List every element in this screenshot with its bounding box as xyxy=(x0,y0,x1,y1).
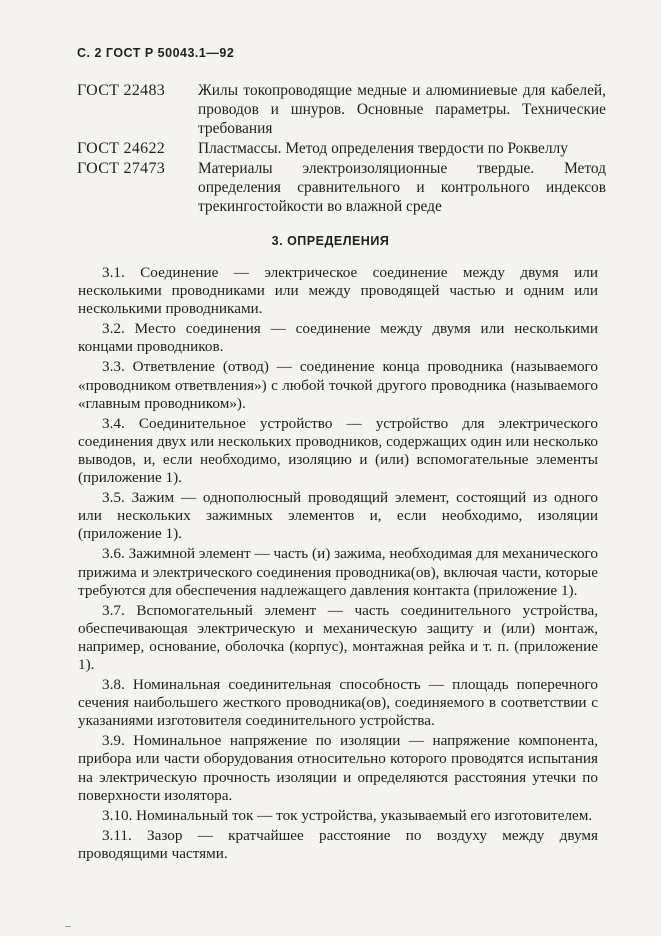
reference-code: ГОСТ 24622 xyxy=(77,140,166,157)
definition-paragraph: 3.10. Номинальный ток — ток устройства, указываемый его изготовителем. xyxy=(102,806,593,824)
reference-item xyxy=(77,159,607,216)
reference-code: ГОСТ 22483 xyxy=(77,82,166,99)
definition-paragraph: 3.7. Вспомогательный элемент — часть соединительного устройства, обеспечивающая электрическую и механическую защиту и (или) монтаж, например, основание, оболочка (корпус), монтажная рейка и т. п. (приложение 1). xyxy=(78,601,598,673)
definition-paragraph: 3.5. Зажим — однополюсный проводящий элемент, состоящий из одного или нескольких зажимных элементов и, если необходимо, изоляции (приложение 1). xyxy=(78,489,598,543)
section-title: 3. ОПРЕДЕЛЕНИЯ xyxy=(271,234,390,248)
reference-code: ГОСТ 27473 xyxy=(77,160,166,177)
reference-title: Материалы электроизоляционные твердые. Метод определения сравнительного и контрольного индексов трекингостойкости во влажной среде xyxy=(198,160,606,215)
definition-paragraph: 3.1. Соединение — электрическое соединение между двумя или несколькими проводниками или между проводящей частью и одним или несколькими проводниками. xyxy=(78,264,598,318)
definition-paragraph: 3.6. Зажимной элемент — часть (и) зажима, необходимая для механического прижима и электрического соединения проводника(ов), включая части, которые требуются для обеспечения надлежащего давления контакта (приложение 1). xyxy=(78,545,598,599)
scan-mark xyxy=(65,926,71,927)
definition-paragraph: 3.8. Номинальная соединительная способность — площадь поперечного сечения наибольшего жесткого проводника(ов), соединяемого в соответствии с указаниями изготовителя соединительного устройства. xyxy=(78,676,598,730)
reference-item xyxy=(77,81,607,138)
definition-paragraph: 3.3. Ответвление (отвод) — соединение конца проводника (называемого «проводником ответвления») с любой точкой другого проводника (называемого «главным проводником»). xyxy=(78,358,598,412)
definition-paragraph: 3.2. Место соединения — соединение между двумя или несколькими концами проводников. xyxy=(78,320,598,356)
reference-title: Жилы токопроводящие медные и алюминиевые для кабелей, проводов и шнуров. Основные параметры. Технические требования xyxy=(198,82,606,137)
definitions-list xyxy=(78,264,598,865)
reference-item xyxy=(77,139,607,158)
reference-title: Пластмассы. Метод определения твердости по Роквеллу xyxy=(198,140,568,157)
definition-paragraph: 3.4. Соединительное устройство — устройство для электрического соединения двух или нескольких проводников, содержащих один или несколько выводов, и, если необходимо, изоляцию и (или) вспомогательные элементы (приложение 1). xyxy=(78,414,598,487)
running-head: С. 2 ГОСТ Р 50043.1—92 xyxy=(77,46,235,60)
definition-paragraph: 3.9. Номинальное напряжение по изоляции — напряжение компонента, прибора или части оборудования относительно которого проводятся испытания на электрическую прочность изоляции и определяются расстояния утечки по поверхности изолятора. xyxy=(78,732,598,804)
definition-paragraph: 3.11. Зазор — кратчайшее расстояние по воздуху между двумя проводящими частями. xyxy=(78,826,598,862)
normative-references-list xyxy=(77,81,607,217)
